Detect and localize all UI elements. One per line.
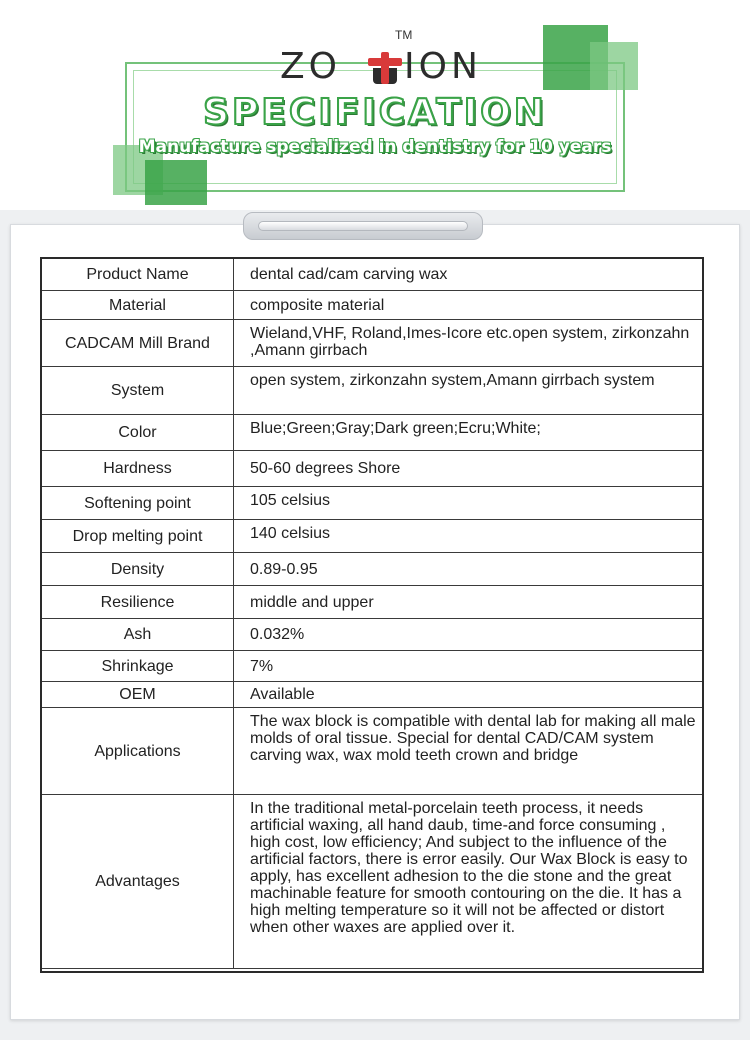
row-label: Ash	[42, 619, 234, 651]
row-value: Blue;Green;Gray;Dark green;Ecru;White;	[234, 415, 703, 451]
table-row	[42, 451, 703, 487]
table-row	[42, 553, 703, 586]
row-label: OEM	[42, 682, 234, 708]
row-label: Resilience	[42, 586, 234, 619]
page-subtitle: Manufacture specialized in dentistry for 10 years	[138, 137, 612, 157]
row-label: Drop melting point	[42, 520, 234, 553]
page-title: SPECIFICATION	[203, 92, 547, 133]
row-value: Available	[234, 682, 703, 708]
row-label: Material	[42, 291, 234, 320]
row-label: Applications	[42, 708, 234, 795]
header-banner	[0, 0, 750, 210]
table-row	[42, 487, 703, 520]
row-value: dental cad/cam carving wax	[234, 259, 703, 291]
table-row	[42, 415, 703, 451]
logo-text-right: ION	[404, 46, 482, 87]
row-value: 140 celsius	[234, 520, 703, 553]
decor-square	[590, 42, 638, 90]
row-value: middle and upper	[234, 586, 703, 619]
row-label: Color	[42, 415, 234, 451]
logo-text-left: ZO	[280, 46, 341, 87]
trademark-mark: TM	[395, 28, 413, 42]
row-value: 105 celsius	[234, 487, 703, 520]
row-label: CADCAM Mill Brand	[42, 320, 234, 367]
table-row	[42, 619, 703, 651]
row-label: Hardness	[42, 451, 234, 487]
cross-icon	[368, 52, 402, 84]
row-value: open system, zirkonzahn system,Amann girrbach system	[234, 367, 703, 415]
row-value: 7%	[234, 651, 703, 682]
table-row	[42, 586, 703, 619]
row-label: Advantages	[42, 795, 234, 969]
decor-square	[145, 160, 207, 205]
row-label: Softening point	[42, 487, 234, 520]
row-value: composite material	[234, 291, 703, 320]
table-row	[42, 520, 703, 553]
row-label: Product Name	[42, 259, 234, 291]
table-row	[42, 708, 703, 795]
table-row	[42, 651, 703, 682]
row-value: 0.032%	[234, 619, 703, 651]
table-row	[42, 367, 703, 415]
row-value: Wieland,VHF, Roland,Imes-Icore etc.open system, zirkonzahn ,Amann girrbach	[234, 320, 703, 367]
row-value: In the traditional metal-porcelain teeth process, it needs artificial waxing, all hand daub, time-and force consuming , high cost, low efficiency; And subject to the influence of the artificial factors, there is error easily. Our Wax Block is easy to apply, has excellent adhesion to the die stone and the great machinable feature for smooth contouring on the die. It has a high melting temperature so it will not be affected or distort when other waxes are applied over it.	[234, 795, 703, 969]
row-label: Shrinkage	[42, 651, 234, 682]
clipboard-clip-icon	[243, 212, 483, 240]
table-row	[42, 291, 703, 320]
specification-table	[41, 258, 703, 969]
row-value: 0.89-0.95	[234, 553, 703, 586]
table-row	[42, 682, 703, 708]
row-label: Density	[42, 553, 234, 586]
row-label: System	[42, 367, 234, 415]
row-value: 50-60 degrees Shore	[234, 451, 703, 487]
table-row	[42, 259, 703, 291]
brand-logo	[280, 44, 480, 90]
table-row	[42, 320, 703, 367]
table-row	[42, 795, 703, 969]
row-value: The wax block is compatible with dental lab for making all male molds of oral tissue. Special for dental CAD/CAM system carving wax, wax mold teeth crown and bridge	[234, 708, 703, 795]
